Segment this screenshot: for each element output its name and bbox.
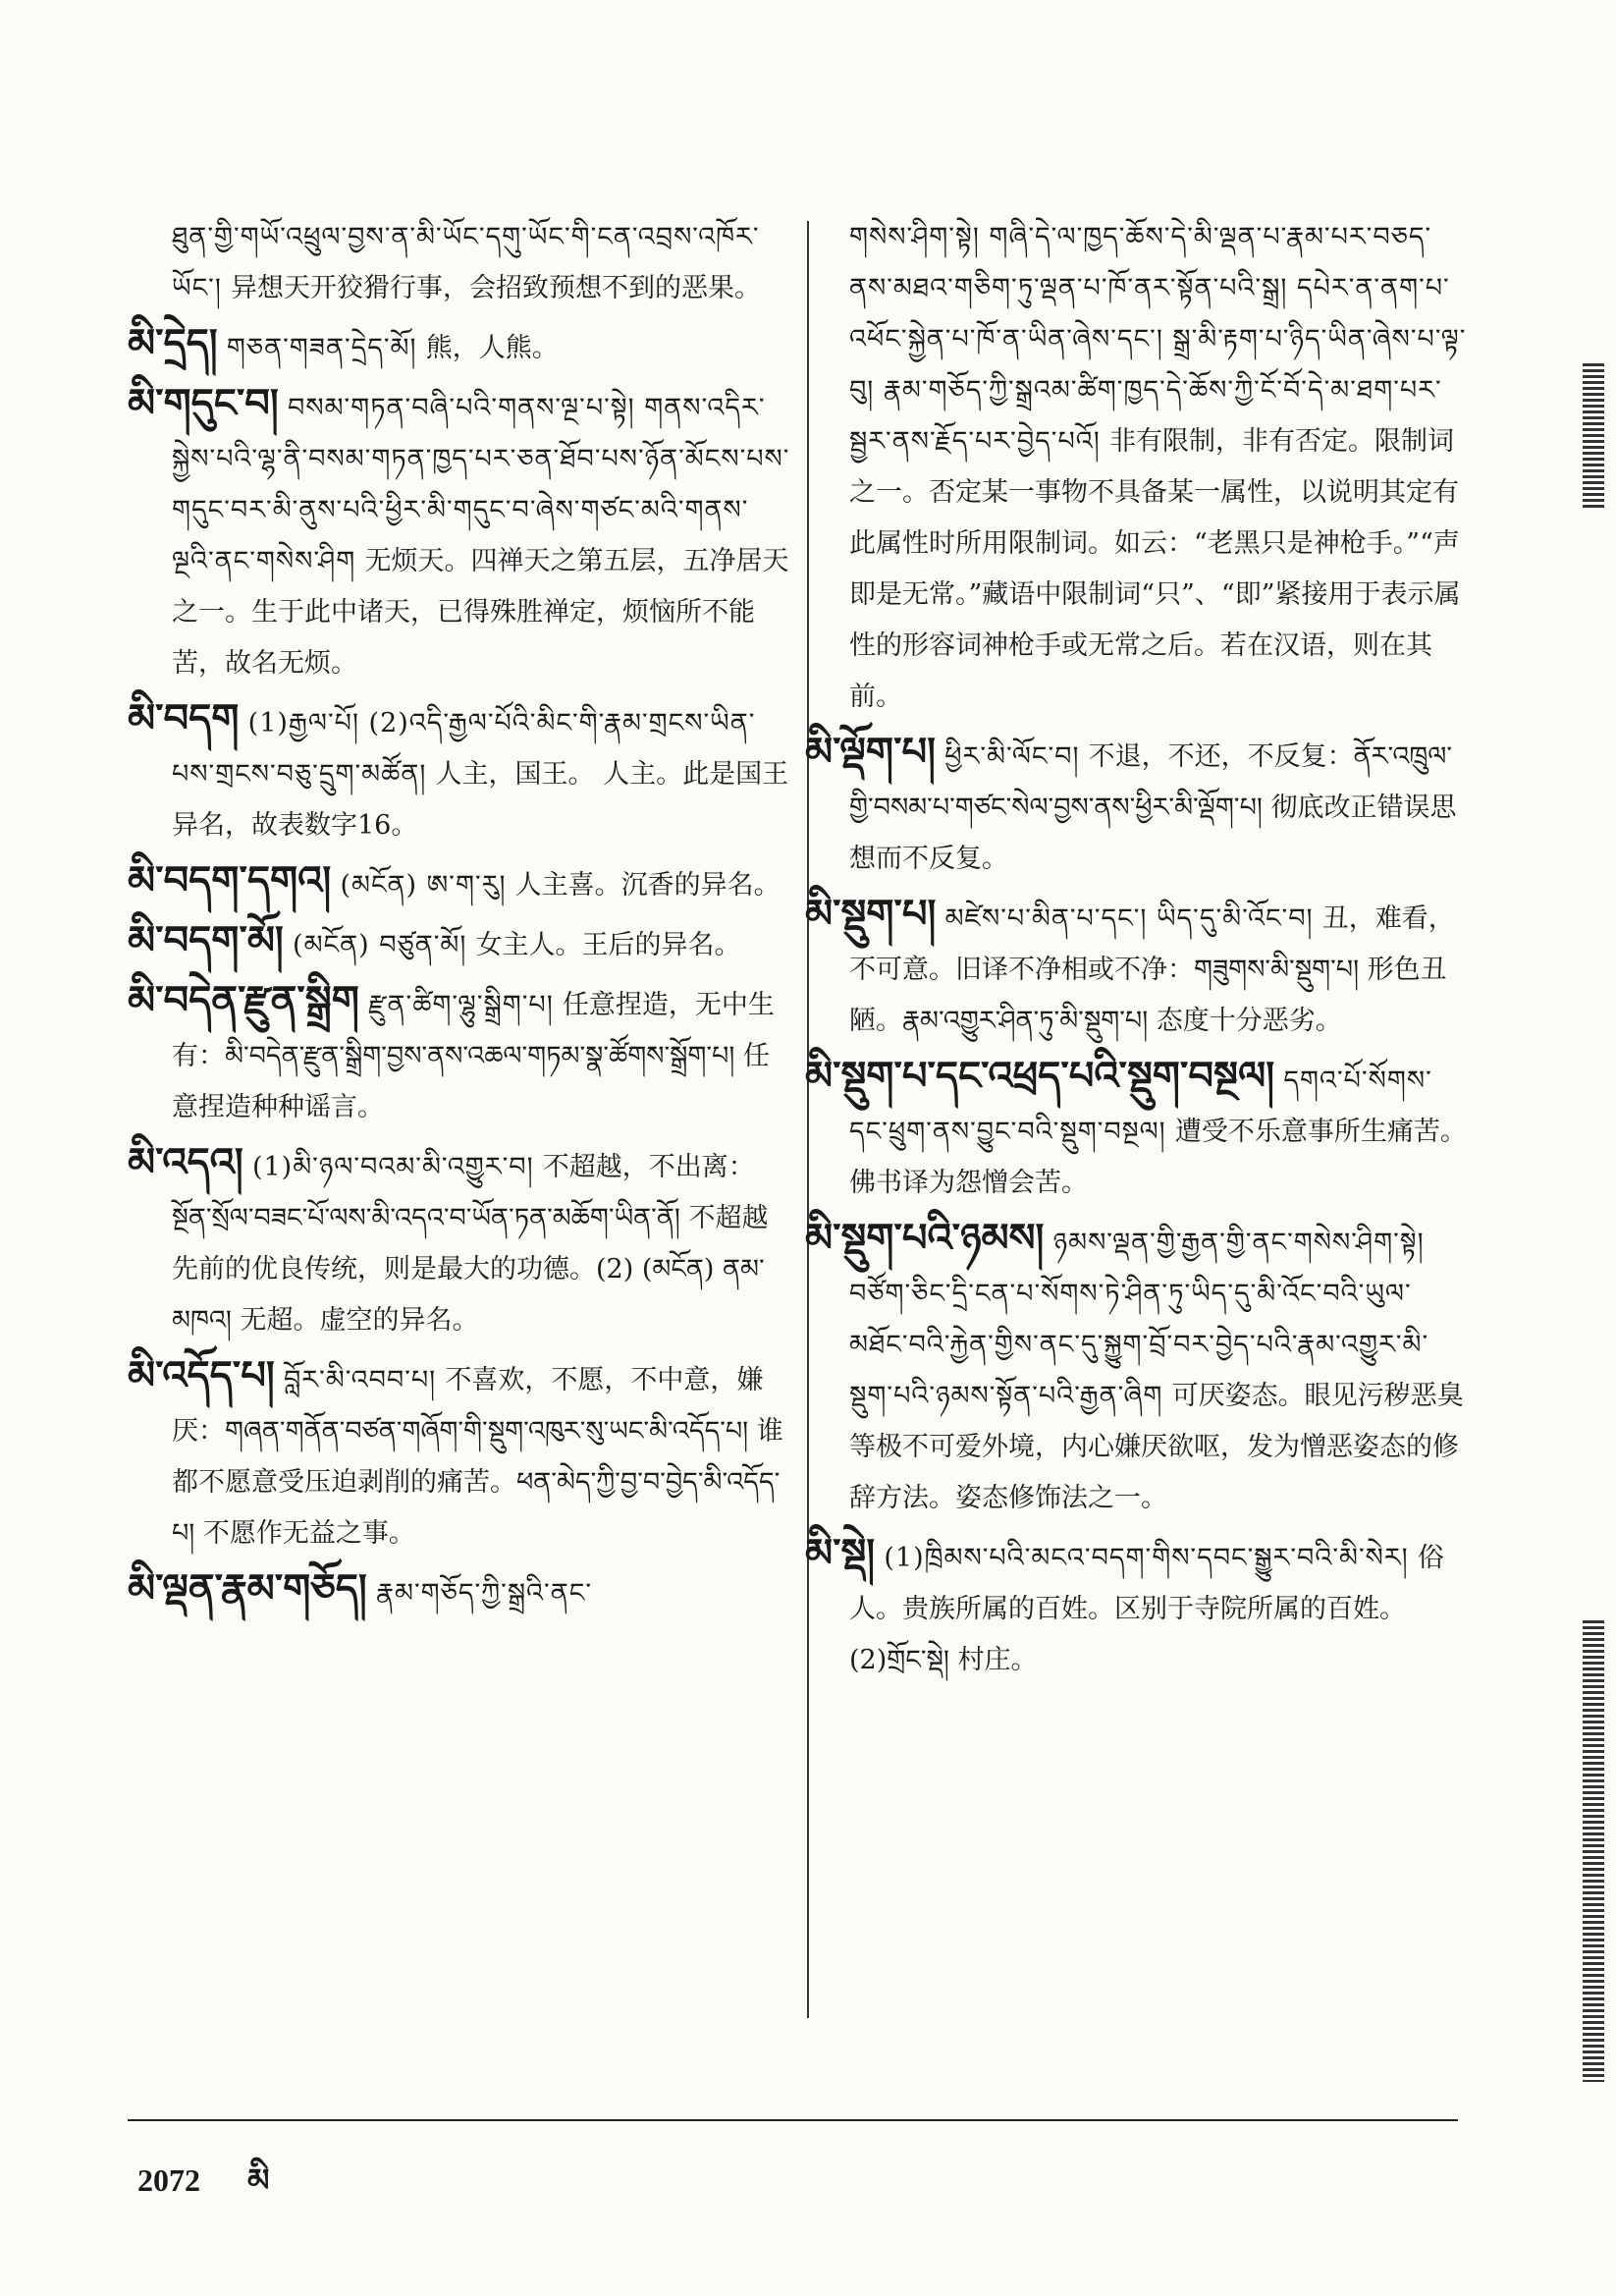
entry-chinese-definition: 可厌姿态。眼见污秽恶臭等极不可爱外境，内心嫌厌欲呕，发为憎恶姿态的修辞方法。姿态修饰法之一。 xyxy=(849,1381,1464,1513)
dictionary-entry xyxy=(805,890,1468,1046)
dictionary-entry xyxy=(805,1052,1468,1208)
entry-tibetan-definition: (1)ཁྲིམས་པའི་མངའ་བདག་གིས་དབང་སྒྱུར་བའི་མི་སེར། xyxy=(884,1543,1409,1573)
entry-tibetan-definition: ཐུན་གྱི་གཡོ་འཕྲུལ་བྱས་ན་མི་ཡོང་དགུ་ཡོང་གི་ངན་འབྲས་འཁོར་ཡོང་། xyxy=(172,222,760,303)
entry-tibetan-definition: ཕྱིར་མི་ལོང་བ། xyxy=(944,741,1080,772)
entry-headword: མི་སྡེ། xyxy=(805,1530,876,1576)
entry-tibetan-definition: མཛེས་པ་མིན་པ་དང་། ཡིད་དུ་མི་འོང་བ། xyxy=(944,903,1314,934)
entry-chinese-definition: 不超越，不出离：སྔོན་སྲོལ་བཟང་པོ་ལས་མི་འདའ་བ་ཡོན་ཏན་མཆོག་ཡིན་ནོ། 不超越先前的优良传统，则是最大的功德。(2) (མངོན) ནམ་མཁའ། 无超。虚空的异名。 xyxy=(172,1152,769,1336)
entry-headword: མི་སྡུག་པའི་ཉམས། xyxy=(805,1215,1045,1261)
entry-chinese-definition: 熊，人熊。 xyxy=(425,333,559,363)
left-column xyxy=(128,211,790,1624)
entry-tibetan-definition: རྣམ་གཅོད་ཀྱི་སྒྲའི་ནང་ xyxy=(376,1578,592,1609)
entry-chinese-definition: 人主喜。沉香的异名。 xyxy=(514,870,781,901)
entry-tibetan-definition: རྫུན་ཚིག་ལྷུ་སྒྲིག་པ། xyxy=(368,990,554,1020)
margin-scan-mark xyxy=(1583,1620,1604,2082)
dictionary-entry xyxy=(805,728,1468,884)
entry-tibetan-definition: (མངོན) ཨ་ག་རུ། xyxy=(340,870,507,901)
entry-tibetan-definition: (མངོན) བཙུན་མོ། xyxy=(293,930,467,960)
dictionary-entry xyxy=(128,856,790,910)
margin-scan-mark xyxy=(1583,363,1604,511)
dictionary-entry xyxy=(128,319,790,373)
entry-chinese-definition: 异想天开狡猾行事，会招致预想不到的恶果。 xyxy=(231,273,762,303)
entry-tibetan-definition: (1)རྒྱལ་པོ། (2)འདི་རྒྱལ་པོའི་མིང་གི་རྣམ་གྲངས་ཡིན་པས་གྲངས་བཅུ་དྲུག་མཚོན། xyxy=(172,708,756,790)
entry-chinese-definition: 不退，不还，不反复：ནོར་འཁྲུལ་གྱི་བསམ་པ་གཙང་སེལ་བྱས་ནས་ཕྱིར་མི་ལྡོག་པ། 彻底改正错误思想而不反复。 xyxy=(849,741,1457,874)
entry-tibetan-definition: གསེས་ཤིག་སྟེ། གཞི་དེ་ལ་ཁྱད་ཆོས་དེ་མི་ལྡན་པ་རྣམ་པར་བཅད་ནས་མཐའ་གཅིག་ཏུ་ལྡན་པ་ཁོ་ནར་སྟོན་པའི་སྒྲ། དཔེར་ན་ནག་པ་འཕོང་སྐྱེན་པ་ཁོ་ན་ཡིན་ཞེས་དང་། སྒྲ་མི་རྟག་པ་ཉིད་ཡིན་ཞེས་པ་ལྟ་བུ། རྣམ་གཅོད་ཀྱི་སྒྲའམ་ཚིག་ཁྱད་དེ་ཆོས་ཀྱི་ངོ་བོ་དེ་མ་ཐག་པར་སྦྱར་ནས་རྗོད་པར་བྱེད་པའོ། xyxy=(849,222,1467,457)
entry-tibetan-definition: (1)མི་ཉལ་བའམ་མི་འགྱུར་བ། xyxy=(251,1152,534,1182)
column-divider xyxy=(807,221,809,2018)
page-footer xyxy=(137,2146,308,2234)
dictionary-entry xyxy=(128,1564,790,1618)
entry-chinese-definition: 女主人。王后的异名。 xyxy=(475,930,741,960)
entry-chinese-definition: 丑，难看，不可意。旧译不净相或不净：གཟུགས་མི་སྡུག་པ། 形色丑陋。རྣམ་འགྱུར་ཤིན་ཏུ་མི་སྡུག་པ། 态度十分恶劣。 xyxy=(849,903,1455,1036)
entry-chinese-definition: 俗人。贵族所属的百姓。区别于寺院所属的百姓。(2)གྲོང་སྡེ། 村庄。 xyxy=(849,1543,1444,1675)
entry-chinese-definition: 非有限制，非有否定。限制词之一。否定某一事物不具备某一属性，以说明其定有此属性时所用限制词。如云：“老黑只是神枪手。”“声即是无常。”藏语中限制词“只”、“即”紧接用于表示属性的形容词神枪手或无常之后。若在汉语，则在其前。 xyxy=(849,426,1461,712)
dictionary-entry xyxy=(128,1351,790,1558)
entry-headword: མི་བདག་དགའ། xyxy=(128,857,332,903)
entry-chinese-definition: 任意捏造，无中生有：མི་བདེན་རྫུན་སྒྲིག་བྱས་ནས་འཆལ་གཏམ་སྣ་ཚོགས་སྒྲོག་པ། 任意捏造种种谣言。 xyxy=(172,990,775,1122)
entry-tibetan-definition: དགའ་པོ་སོགས་དང་ཕྲུག་ནས་བྱུང་བའི་སྡུག་བསྔལ། xyxy=(849,1066,1432,1147)
entry-headword: མི་བདེན་རྫུན་སྒྲིག xyxy=(128,977,359,1023)
dictionary-entry xyxy=(128,379,790,688)
dictionary-entry xyxy=(805,1529,1468,1685)
entry-headword: མི་དྲེད། xyxy=(128,320,218,366)
entry-headword: མི་འདོད་པ། xyxy=(128,1352,275,1398)
dictionary-entry xyxy=(128,1138,790,1345)
entry-headword: མི་བདག xyxy=(128,695,240,741)
page-number: 2072 xyxy=(137,2162,200,2198)
entry-tibetan-definition: བློར་མི་འབབ་པ། xyxy=(283,1365,437,1395)
entry-headword: མི་སྡུག་པ། xyxy=(805,891,937,937)
entry-headword: མི་སྡུག་པ་དང་འཕྲད་པའི་སྡུག་བསྔལ། xyxy=(805,1053,1275,1099)
dictionary-entry xyxy=(128,976,790,1132)
section-letter: མི xyxy=(247,2162,270,2198)
dictionary-entry xyxy=(128,694,790,850)
entry-headword: མི་ལྡན་རྣམ་གཅོད། xyxy=(128,1565,367,1612)
entry-headword: མི་བདག་མོ། xyxy=(128,917,284,963)
entry-tibetan-definition: གཅན་གཟན་དྲེད་མོ། xyxy=(226,333,417,363)
dictionary-entry xyxy=(849,211,1468,722)
dictionary-entry xyxy=(172,211,790,313)
entry-headword: མི་འདའ། xyxy=(128,1139,243,1185)
entry-chinese-definition: 遭受不乐意事所生痛苦。佛书译为怨憎会苦。 xyxy=(849,1117,1467,1198)
entry-tibetan-definition: བསམ་གཏན་བཞི་པའི་གནས་ལྔ་པ་སྟེ། གནས་འདིར་སྐྱེས་པའི་ལྷ་ནི་བསམ་གཏན་ཁྱད་པར་ཅན་ཐོབ་པས་ཉོན་མོངས་པས་གདུང་བར་མི་ནུས་པའི་ཕྱིར་མི་གདུང་བ་ཞེས་གཙང་མའི་གནས་ལྔའི་ནང་གསེས་ཤིག xyxy=(172,393,790,576)
entry-chinese-definition: 不喜欢，不愿，不中意，嫌厌：གཞན་གནོན་བཙན་གཞོག་གི་སྡུག་འཁུར་སུ་ཡང་མི་འདོད་པ། 谁都不愿意受压迫剥削的痛苦。ཕན་མེད་ཀྱི་བྱ་བ་བྱེད་མི་འདོད་པ། 不愿作无益之事。 xyxy=(172,1365,783,1549)
dictionary-entry xyxy=(128,916,790,970)
entry-headword: མི་གདུང་བ། xyxy=(128,380,279,426)
entry-tibetan-definition: ཉམས་ལྡན་གྱི་རྒྱན་གྱི་ནང་གསེས་ཤིག་སྟེ། བཙོག་ཅིང་དྲི་ངན་པ་སོགས་ཏེ་ཤིན་ཏུ་ཡིད་དུ་མི་འོང་བའི་ཡུལ་མཐོང་བའི་རྐྱེན་གྱིས་ནང་དུ་སྐྱུག་བྲོ་བར་བྱེད་པའི་རྣམ་འགྱུར་མི་སྡུག་པའི་ཉམས་སྟོན་པའི་རྒྱན་ཞིག xyxy=(849,1228,1429,1411)
dictionary-entry xyxy=(805,1214,1468,1523)
entry-chinese-definition: 无烦天。四禅天之第五层，五净居天之一。生于此中诸天，已得殊胜禅定，烦恼所不能苦，故名无烦。 xyxy=(172,546,789,679)
right-column xyxy=(805,211,1468,1691)
footer-rule xyxy=(128,2119,1458,2121)
entry-headword: མི་ལྡོག་པ། xyxy=(805,729,936,775)
entry-chinese-definition: 人主，国王。 人主。此是国王异名，故表数字16。 xyxy=(172,759,789,841)
